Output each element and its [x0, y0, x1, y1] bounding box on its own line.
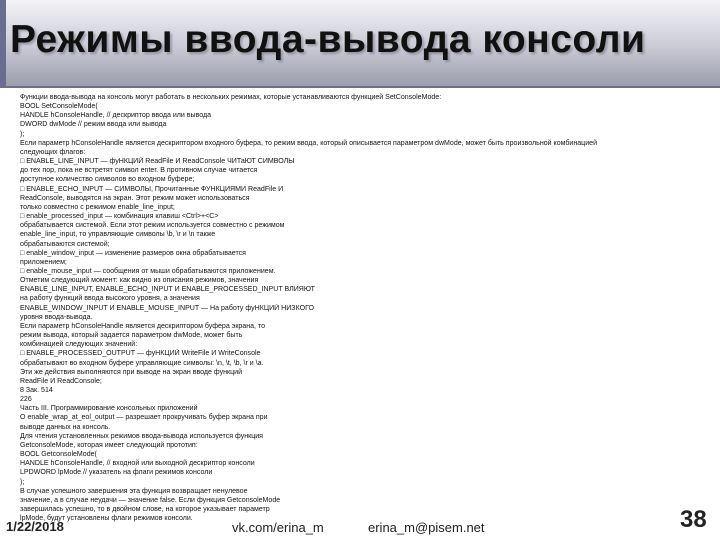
body-line: BOOL SetConsoleMode( [20, 103, 98, 111]
body-line: LPDWORD lpMode // указатель на флаги режимов консоли [20, 469, 213, 477]
body-line: обрабатывается системой. Если этот режим используется совместно с режимом [20, 222, 285, 230]
body-line: BOOL GetconsoleMode( [20, 451, 97, 459]
body-line: Функции ввода-вывода на консоль могут работать в нескольких режимах, которые устанавливаются функцией SetConsoleMode: [20, 94, 442, 101]
body-line: на работу функций ввода высокого уровня, а значения [20, 295, 200, 303]
body-line: Отметим следующий момент: как видно из описания режимов, значения [20, 277, 259, 285]
body-line: доступное количество символов во входном буфере; [20, 176, 195, 184]
body-line: □ ENABLE_LINE_INPUT — фуНКЦИЙ ReadFile И ReadConsole ЧИТаЮТ СИМВОЛЫ [20, 158, 295, 166]
body-line: ); [20, 130, 25, 138]
body-line: Для чтения установленных режимов ввода-вывода используется функция [20, 432, 263, 440]
body-line: HANDLE hConsoleHandle, // входной или выходной дескриптор консоли [20, 460, 255, 468]
body-line: следующих флагов: [20, 148, 86, 156]
body-line: GetconsoleMode, которая имеет следующий прототип: [20, 441, 198, 449]
body-line: ENABLE_LINE_INPUT, ENABLE_ECHO_INPUT И ENABLE_PROCESSED_INPUT ВЛИЯЮТ [20, 286, 315, 294]
body-line: до тех пор, пока не встретят символ enter. В противном случае читается [20, 167, 258, 175]
body-line: HANDLE hConsoleHandle, // дескриптор ввода или вывода [20, 112, 212, 120]
body-line: ReadFile И ReadConsole; [20, 377, 102, 385]
body-line: 8 Зак. 514 [20, 387, 53, 394]
body-line: значение, а в случае неудачи — значение false. Если функция GetconsoleMode [20, 496, 281, 504]
body-line: обрабатывают во входном буфере управляющие символы: \n, \t, \b, \r и \a. [20, 359, 264, 367]
body-line: ENABLE_WINDOW_INPUT И ENABLE_MOUSE_INPUT — На работу фуНКЦИЙ НИЗКОГО [20, 304, 314, 312]
body-line: В случае успешного завершения эта функция возвращает ненулевое [20, 487, 248, 495]
body-line: Часть III. Программирование консольных приложений [20, 405, 198, 413]
slide-title: Режимы ввода-вывода консоли [10, 18, 646, 61]
body-line: комбинацией следующих значений: [20, 341, 138, 349]
body-line: выводе данных на консоль. [20, 423, 111, 431]
body-line: ReadConsole, выводятся на экран. Этот режим может использоваться [20, 194, 250, 202]
slide-body [20, 93, 688, 533]
body-line: □ enable_mouse_input — сообщения от мыши обрабатываются приложением. [20, 267, 276, 275]
title-bar [0, 0, 720, 88]
body-line: приложением; [20, 258, 67, 266]
body-line: Если параметр hConsoleHandle является дескриптором буфера экрана, то [20, 322, 266, 330]
body-line: завершилась успешно, то в двойном слове, на которое указывает параметр [20, 506, 270, 514]
body-line: O enable_wrap_at_eol_output — разрешает прокручивать буфер экрана при [20, 414, 268, 422]
body-line: ); [20, 478, 25, 486]
footer-site: vk.com/erina_m [232, 520, 324, 535]
body-line: уровня ввода-вывода. [20, 313, 93, 321]
body-line: режим вывода, который задается параметром dwMode, может быть [20, 332, 243, 340]
body-line: DWORD dwMode // режим ввода или вывода [20, 121, 167, 129]
footer-email: erina_m@pisem.net [368, 520, 485, 535]
body-line: 226 [20, 396, 32, 404]
body-line: □ enable_window_input — изменение размеров окна обрабатывается [20, 249, 246, 257]
body-line: lpMode, будут установлены флаги режимов консоли. [20, 515, 193, 523]
body-line: □ enable_processed_input — комбинация клавиш <Ctrl>+<C> [20, 213, 219, 221]
body-line: □ ENABLE_ECHO_INPUT — СИМВОЛЫ, Прочитанные ФУНКЦИЯМИ ReadFile И [20, 185, 284, 193]
body-line: Эти же действия выполняются при выводе на экран вводе функций [20, 368, 243, 376]
page-number: 38 [680, 506, 707, 533]
body-line: Если параметр hConsoleHandle является дескриптором входного буфера, то режим ввода, который описывается параметром dwMode, может быть произвольной комбинацией [20, 139, 598, 147]
body-line: обрабатываются системой; [20, 240, 110, 248]
footer-date: 1/22/2018 [6, 519, 64, 534]
body-line: enable_line_input, то управляющие символы \b, \r и \n также [20, 231, 216, 239]
body-line: только совместно с режимом enable_line_input; [20, 203, 175, 211]
body-line: □ ENABLE_PROCESSED_OUTPUT — фуНКЦИЙ WriteFile И WriteConsole [20, 350, 261, 358]
